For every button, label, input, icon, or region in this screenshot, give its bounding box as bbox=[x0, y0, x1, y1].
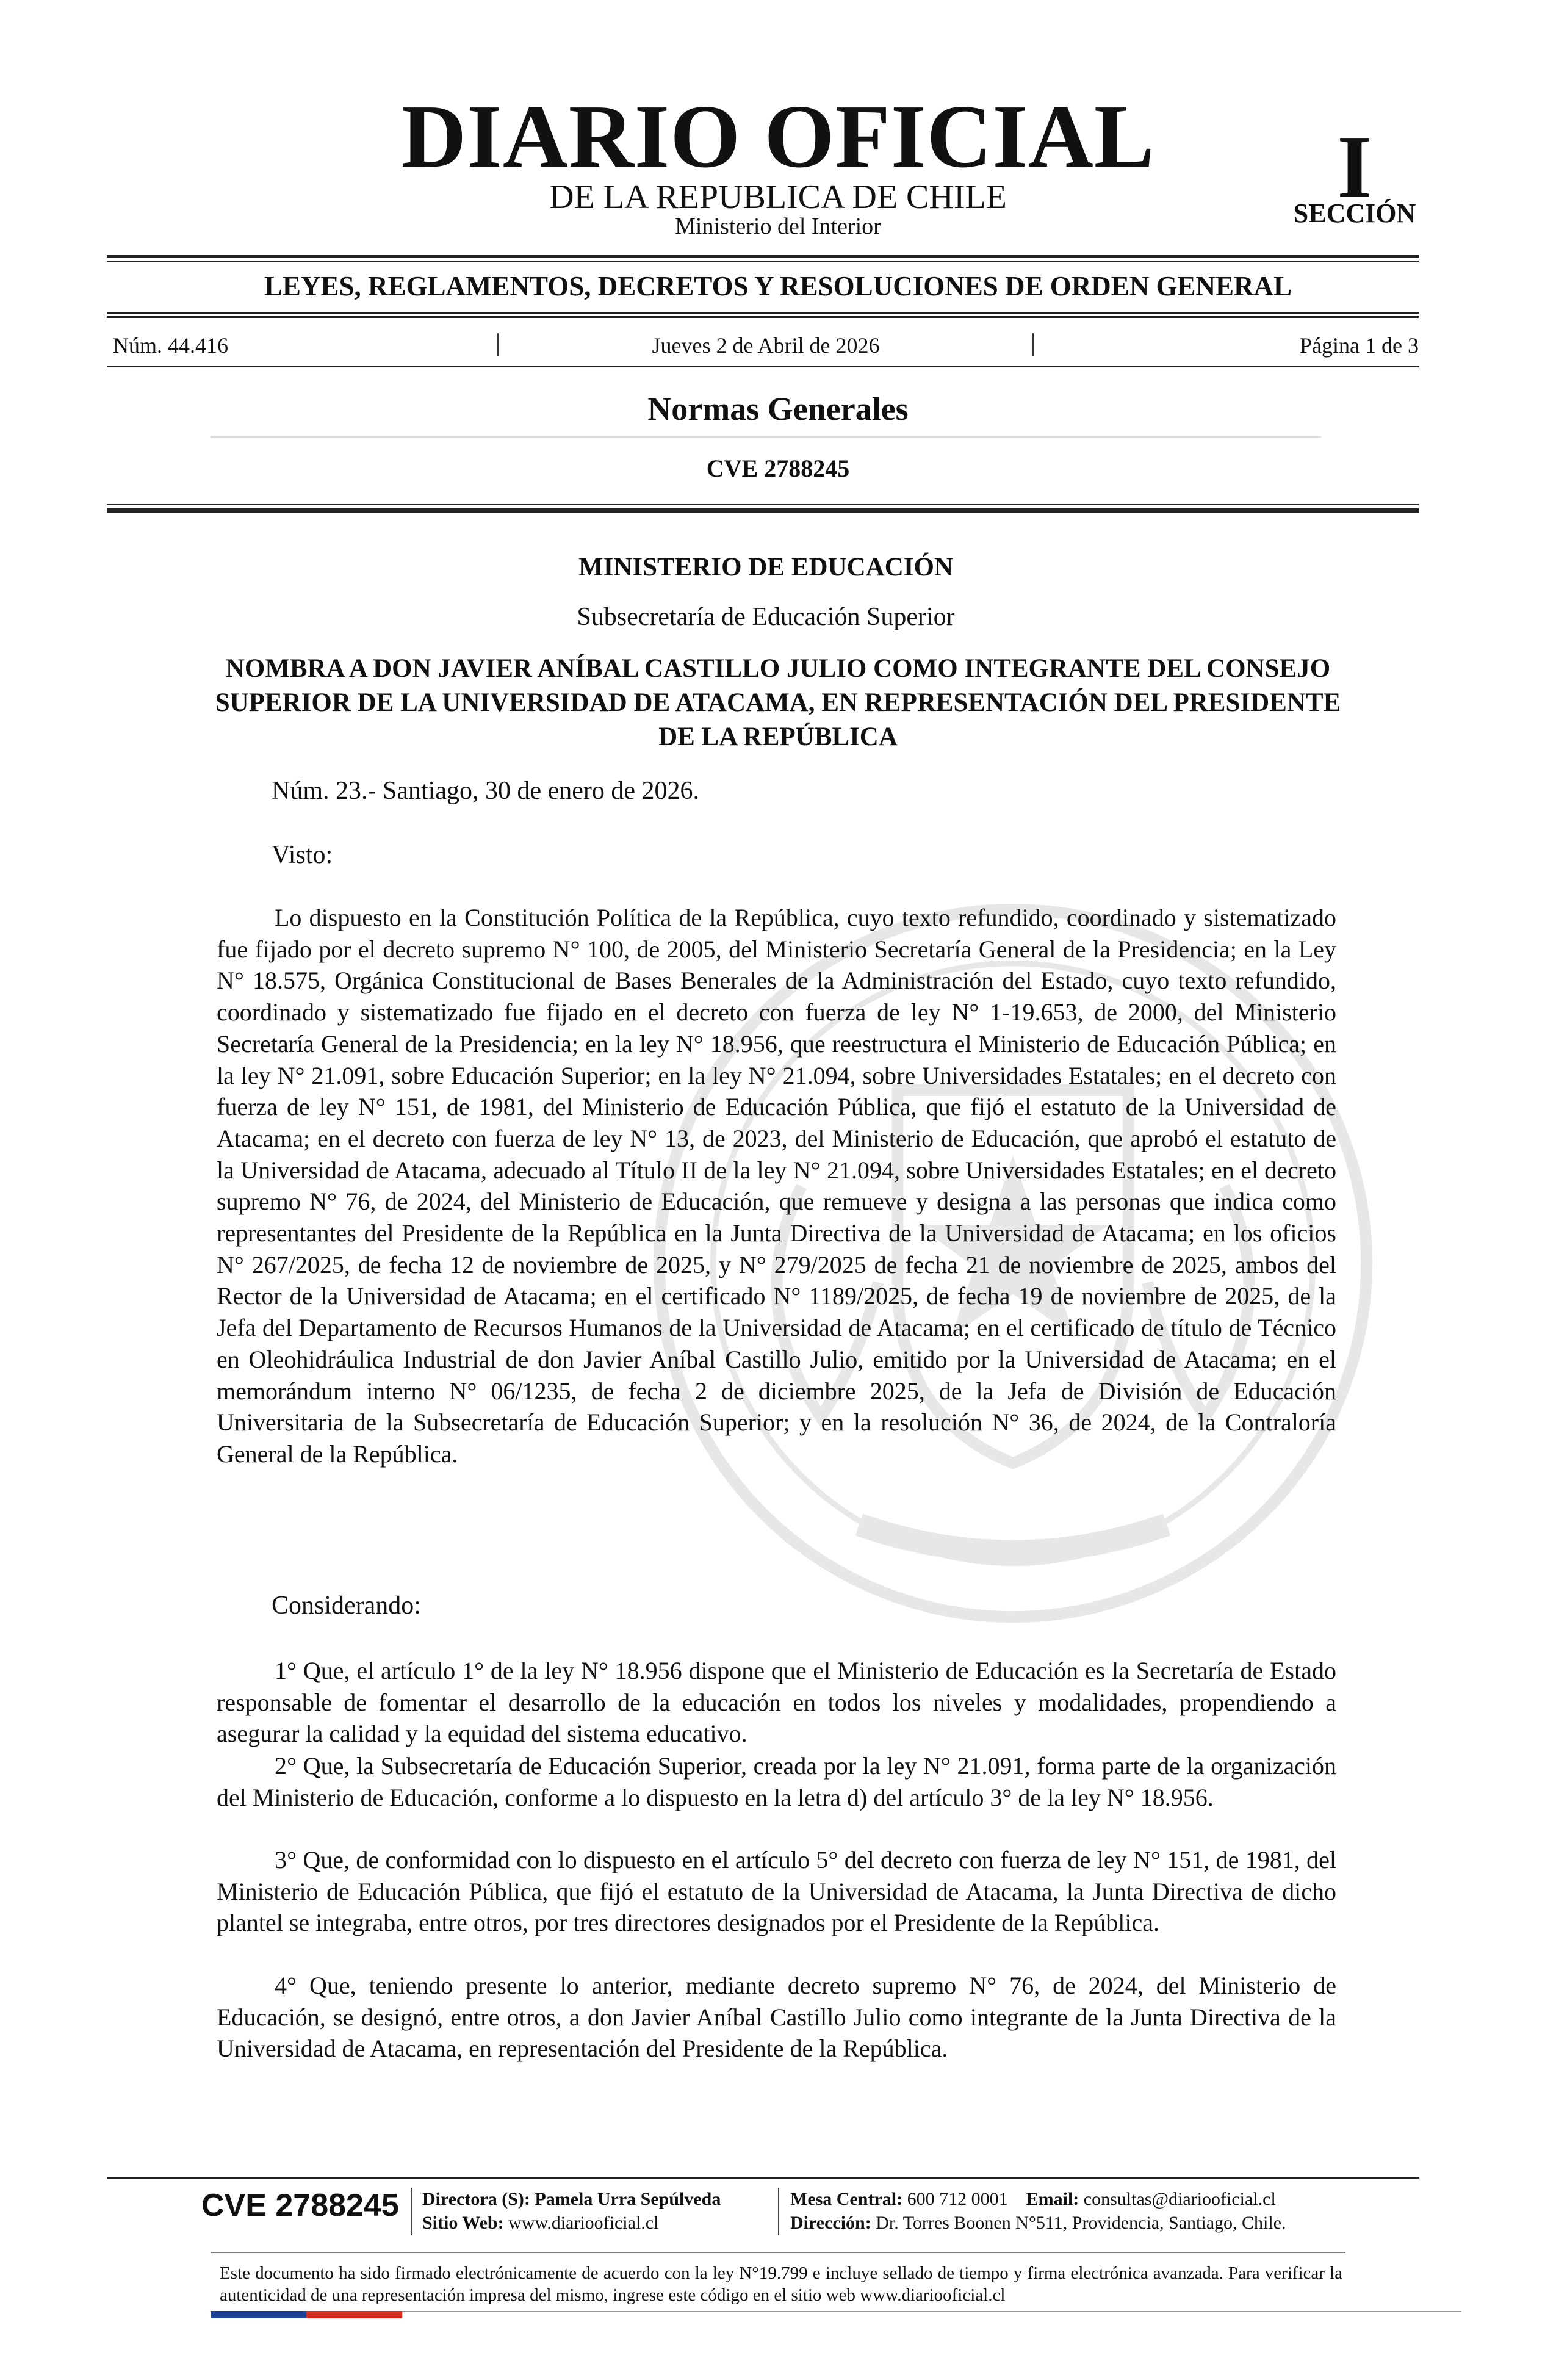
considerando-text: 3° Que, de conformidad con lo dispuesto en el artículo 5° del decreto con fuerza de ley N° 151, de 1981, del Ministerio de Educación Pública, que fijó el estatuto de la Universidad de Atacama, la Junta Directiva de dicho plantel se integraba, entre otros, por tres directores designados por el Presidente de la República. bbox=[217, 1846, 1336, 1937]
footer-director bbox=[422, 2188, 721, 2210]
header-end-thick-rule bbox=[107, 508, 1419, 513]
top-double-rule bbox=[107, 255, 1419, 258]
issuing-ministry: MINISTERIO DE EDUCACIÓN bbox=[578, 553, 954, 582]
masthead-title: DIARIO OFICIAL bbox=[401, 87, 1155, 187]
masthead-ministry: Ministerio del Interior bbox=[675, 214, 881, 239]
issue-date: Jueves 2 de Abril de 2026 bbox=[652, 333, 880, 358]
visto-heading: Visto: bbox=[272, 841, 333, 869]
section-band-title: LEYES, REGLAMENTOS, DECRETOS Y RESOLUCIONES DE ORDEN GENERAL bbox=[264, 271, 1292, 301]
email-label: Email: bbox=[1026, 2189, 1079, 2209]
phone-label: Mesa Central: bbox=[790, 2189, 903, 2209]
footer-separator bbox=[411, 2188, 412, 2235]
website-link[interactable]: www.diariooficial.cl bbox=[508, 2213, 659, 2233]
category-heading: Normas Generales bbox=[647, 391, 909, 427]
director-label: Directora (S): bbox=[422, 2189, 530, 2209]
website-label: Sitio Web: bbox=[422, 2213, 504, 2233]
considerando-text: 4° Que, teniendo presente lo anterior, mediante decreto supremo N° 76, de 2024, del Ministerio de Educación, se designó, entre otros, a don Javier Aníbal Castillo Julio como integrante de la Junta Directiva de la Universidad de Atacama, en representación del Presidente de la República. bbox=[217, 1972, 1336, 2063]
header-end-rule bbox=[107, 504, 1419, 505]
visto-paragraph bbox=[217, 902, 1336, 1470]
considerando-text: 2° Que, la Subsecretaría de Educación Superior, creada por la ley N° 21.091, forma parte de la organización del Ministerio de Educación, conforme a lo dispuesto en la letra d) del artículo 3° de la ley N° 18.956. bbox=[217, 1752, 1336, 1811]
info-bottom-rule bbox=[107, 366, 1419, 367]
issue-number: Núm. 44.416 bbox=[113, 333, 228, 358]
considerando-text: 1° Que, el artículo 1° de la ley N° 18.956 dispone que el Ministerio de Educación es la Secretaría de Estado responsable de fomentar el desarrollo de la educación en todos los niveles y modalidades, propendiendo a asegurar la calidad y la equidad del sistema educativo. bbox=[217, 1657, 1336, 1748]
cve-header: CVE 2788245 bbox=[706, 455, 850, 482]
category-divider bbox=[211, 436, 1321, 438]
footer-website bbox=[422, 2212, 658, 2234]
decree-title: NOMBRA A DON JAVIER ANÍBAL CASTILLO JULIO COMO INTEGRANTE DEL CONSEJO SUPERIOR DE LA UNIVERSIDAD DE ATACAMA, EN REPRESENTACIÓN DEL PRESIDENTE DE LA REPÚBLICA bbox=[215, 654, 1341, 751]
director-name: Pamela Urra Sepúlveda bbox=[535, 2189, 721, 2209]
email-link[interactable]: consultas@diariooficial.cl bbox=[1083, 2189, 1276, 2209]
footer-verification-note: Este documento ha sido firmado electrónicamente de acuerdo con la ley N°19.799 e incluye sellado de tiempo y firma electrónica avanzada. Para verificar la autenticidad de una representación impresa del mismo, ingrese este código en el sitio web www.diariooficial.cl bbox=[220, 2263, 1342, 2305]
address-label: Dirección: bbox=[790, 2213, 871, 2233]
section-label: SECCIÓN bbox=[1293, 198, 1416, 228]
considerando-1 bbox=[217, 1655, 1336, 1750]
footer-cve: CVE 2788245 bbox=[201, 2188, 399, 2223]
considerando-3 bbox=[217, 1844, 1336, 1939]
flag-stripe-red bbox=[306, 2311, 402, 2318]
info-separator bbox=[1032, 333, 1034, 356]
issuing-subsecretaria: Subsecretaría de Educación Superior bbox=[577, 603, 955, 631]
decree-number-line: Núm. 23.- Santiago, 30 de enero de 2026. bbox=[272, 777, 700, 805]
footer-address bbox=[790, 2212, 1286, 2234]
considerando-2 bbox=[217, 1750, 1336, 1813]
considerando-heading: Considerando: bbox=[272, 1592, 421, 1620]
footer-mid-rule bbox=[211, 2252, 1345, 2253]
footer-separator bbox=[778, 2188, 779, 2235]
section-number: I bbox=[1337, 117, 1372, 217]
band-bottom-thick-rule bbox=[107, 316, 1419, 318]
flag-stripe-blue bbox=[211, 2311, 306, 2318]
band-bottom-rule bbox=[107, 312, 1419, 314]
page-indicator: Página 1 de 3 bbox=[1300, 333, 1419, 358]
visto-text: Lo dispuesto en la Constitución Política de la República, cuyo texto refundido, coordinado y sistematizado fue fijado por el decreto supremo N° 100, de 2005, del Ministerio Secretaría General de la Presidencia; en la Ley N° 18.575, Orgánica Constitucional de Bases Benerales de la Administración del Estado, cuyo texto refundido, coordinado y sistematizado fue fijado en el decreto con fuerza de ley N° 1-19.653, de 2000, del Ministerio Secretaría General de la Presidencia; en la ley N° 18.956, que reestructura el Ministerio de Educación Pública; en la ley N° 21.091, sobre Educación Superior; en la ley N° 21.094, sobre Universidades Estatales; en el decreto con fuerza de ley N° 151, de 1981, del Ministerio de Educación Pública, que fijó el estatuto de la Universidad de Atacama; en el decreto con fuerza de ley N° 13, de 2023, del Ministerio de Educación, que aprobó el estatuto de la Universidad de Atacama, adecuado al Título II de la ley N° 21.094, sobre Universidades Estatales; en el decreto supremo N° 76, de 2024, del Ministerio de Educación, que remueve y designa a las personas que indica como representantes del Presidente de la República en la Junta Directiva de la Universidad de Atacama; en los oficios N° 267/2025, de fecha 12 de noviembre de 2025, y N° 279/2025 de fecha 21 de noviembre de 2025, ambos del Rector de la Universidad de Atacama; en el certificado N° 1189/2025, de fecha 19 de noviembre de 2025, de la Jefa del Departamento de Recursos Humanos de la Universidad de Atacama; en el certificado de título de Técnico en Oleohidráulica Industrial de don Javier Aníbal Castillo Julio, emitido por la Universidad de Atacama; en el memorándum interno N° 06/1235, de fecha 2 de diciembre 2025, de la Jefa de División de Educación Universitaria de la Subsecretaría de Educación Superior; y en la resolución N° 36, de 2024, de la Contraloría General de la República. bbox=[217, 904, 1336, 1468]
phone-number: 600 712 0001 bbox=[907, 2189, 1008, 2209]
address-text: Dr. Torres Boonen N°511, Providencia, Santiago, Chile. bbox=[876, 2213, 1286, 2233]
top-thin-rule bbox=[107, 261, 1419, 262]
footer-contact bbox=[790, 2188, 1276, 2210]
masthead-subtitle: DE LA REPUBLICA DE CHILE bbox=[549, 178, 1007, 216]
footer-top-rule bbox=[107, 2177, 1419, 2179]
considerando-4 bbox=[217, 1970, 1336, 2064]
